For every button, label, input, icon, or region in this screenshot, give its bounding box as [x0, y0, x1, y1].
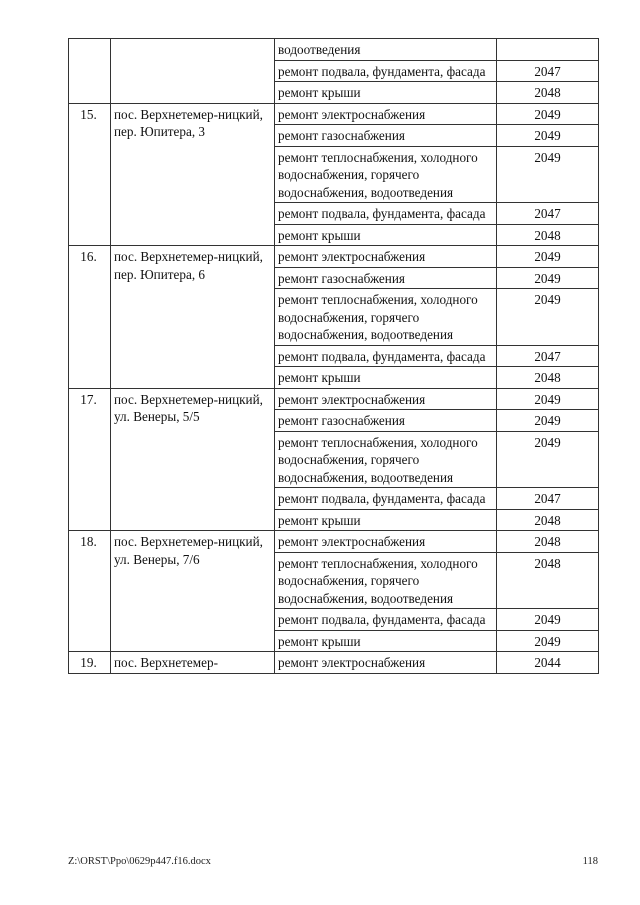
work-year-cell: 2049 — [497, 410, 599, 432]
work-type-cell: ремонт крыши — [275, 224, 497, 246]
work-type-cell: ремонт подвала, фундамента, фасада — [275, 345, 497, 367]
footer-page-number: 118 — [582, 856, 598, 867]
work-year-cell: 2047 — [497, 345, 599, 367]
work-year-cell: 2048 — [497, 224, 599, 246]
work-year-cell: 2049 — [497, 267, 599, 289]
work-year-cell: 2048 — [497, 531, 599, 553]
row-number — [69, 39, 111, 104]
work-year-cell: 2049 — [497, 103, 599, 125]
work-year-cell: 2049 — [497, 431, 599, 488]
work-type-cell: ремонт крыши — [275, 630, 497, 652]
work-year-cell: 2049 — [497, 289, 599, 346]
row-number: 18. — [69, 531, 111, 652]
work-year-cell: 2049 — [497, 630, 599, 652]
work-year-cell: 2049 — [497, 246, 599, 268]
row-number: 19. — [69, 652, 111, 674]
table-row — [69, 103, 599, 125]
work-type-cell: ремонт электроснабжения — [275, 246, 497, 268]
address-cell: пос. Верхнетемер-ницкий, ул. Венеры, 5/5 — [111, 388, 275, 531]
work-type-cell: ремонт электроснабжения — [275, 388, 497, 410]
work-type-cell: водоотведения — [275, 39, 497, 61]
work-year-cell: 2048 — [497, 509, 599, 531]
row-number: 17. — [69, 388, 111, 531]
work-year-cell: 2048 — [497, 552, 599, 609]
work-type-cell: ремонт крыши — [275, 367, 497, 389]
work-type-cell: ремонт подвала, фундамента, фасада — [275, 488, 497, 510]
work-type-cell: ремонт теплоснабжения, холодного водоснабжения, горячего водоснабжения, водоотведения — [275, 552, 497, 609]
work-type-cell: ремонт крыши — [275, 82, 497, 104]
address-cell: пос. Верхнетемер-ницкий, ул. Венеры, 7/6 — [111, 531, 275, 652]
table-row — [69, 531, 599, 553]
work-type-cell: ремонт газоснабжения — [275, 267, 497, 289]
address-cell: пос. Верхнетемер-ницкий, пер. Юпитера, 6 — [111, 246, 275, 389]
table-body — [69, 39, 599, 674]
work-year-cell: 2049 — [497, 146, 599, 203]
work-year-cell: 2044 — [497, 652, 599, 674]
table-row — [69, 246, 599, 268]
work-year-cell — [497, 39, 599, 61]
work-type-cell: ремонт газоснабжения — [275, 410, 497, 432]
table-row — [69, 39, 599, 61]
work-type-cell: ремонт подвала, фундамента, фасада — [275, 203, 497, 225]
work-type-cell: ремонт газоснабжения — [275, 125, 497, 147]
work-type-cell: ремонт крыши — [275, 509, 497, 531]
work-year-cell: 2048 — [497, 82, 599, 104]
work-type-cell: ремонт теплоснабжения, холодного водоснабжения, горячего водоснабжения, водоотведения — [275, 431, 497, 488]
work-year-cell: 2048 — [497, 367, 599, 389]
work-year-cell: 2047 — [497, 488, 599, 510]
address-cell: пос. Верхнетемер- — [111, 652, 275, 674]
work-type-cell: ремонт подвала, фундамента, фасада — [275, 60, 497, 82]
work-year-cell: 2047 — [497, 203, 599, 225]
work-type-cell: ремонт электроснабжения — [275, 531, 497, 553]
row-number: 16. — [69, 246, 111, 389]
work-type-cell: ремонт теплоснабжения, холодного водоснабжения, горячего водоснабжения, водоотведения — [275, 289, 497, 346]
work-type-cell: ремонт подвала, фундамента, фасада — [275, 609, 497, 631]
address-cell — [111, 39, 275, 104]
work-type-cell: ремонт теплоснабжения, холодного водоснабжения, горячего водоснабжения, водоотведения — [275, 146, 497, 203]
table-row — [69, 388, 599, 410]
work-year-cell: 2049 — [497, 609, 599, 631]
work-year-cell: 2049 — [497, 125, 599, 147]
work-type-cell: ремонт электроснабжения — [275, 652, 497, 674]
work-year-cell: 2049 — [497, 388, 599, 410]
table-row — [69, 652, 599, 674]
footer-file-path: Z:\ORST\Ppo\0629p447.f16.docx — [68, 856, 211, 867]
address-cell: пос. Верхнетемер-ницкий, пер. Юпитера, 3 — [111, 103, 275, 246]
work-year-cell: 2047 — [497, 60, 599, 82]
row-number: 15. — [69, 103, 111, 246]
work-type-cell: ремонт электроснабжения — [275, 103, 497, 125]
capital-repair-table — [68, 38, 599, 674]
